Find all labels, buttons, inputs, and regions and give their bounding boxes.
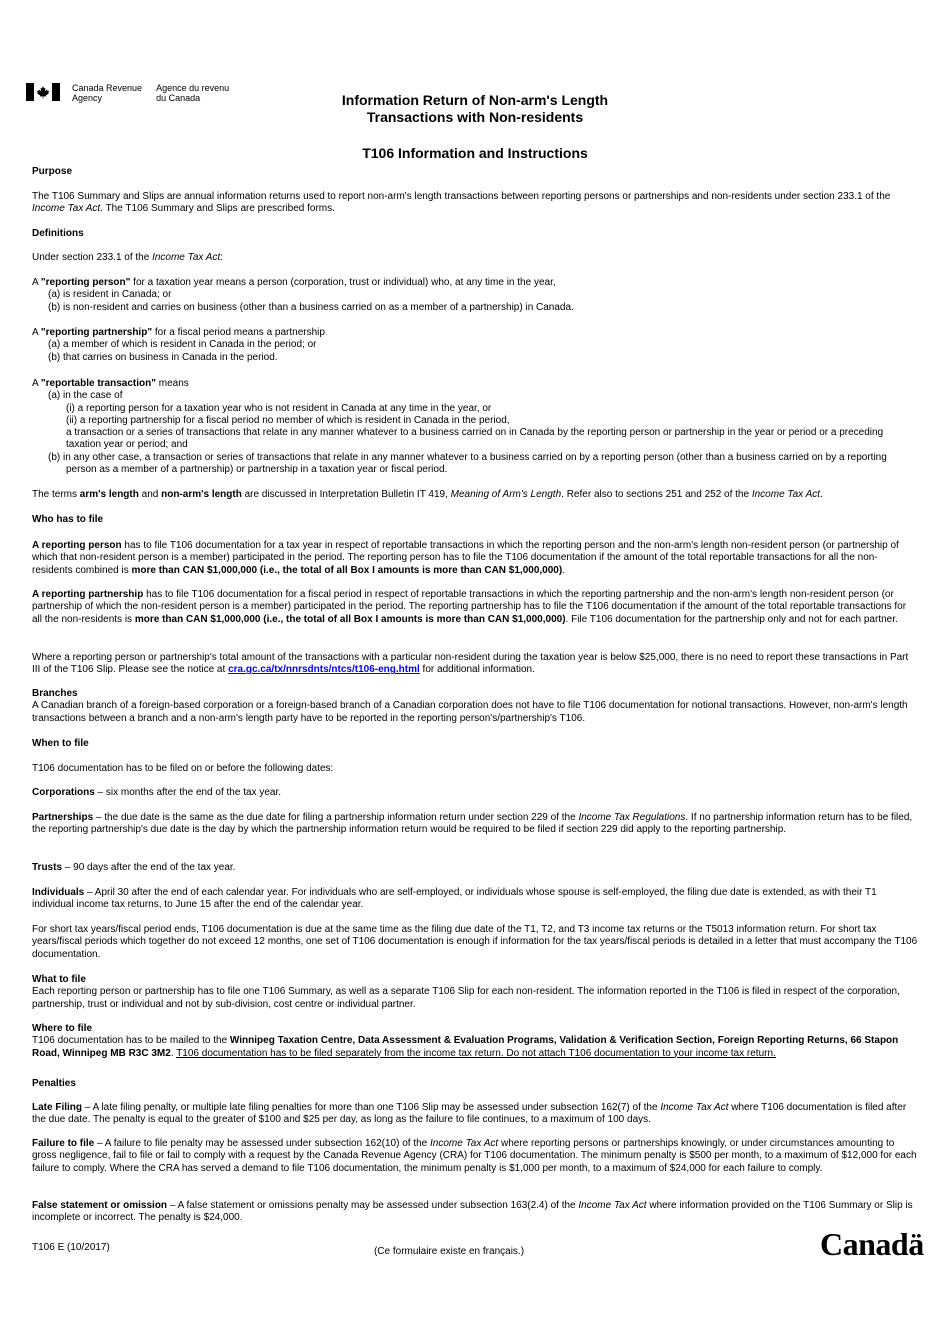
definitions-intro: Under section 233.1 of the Income Tax Act:	[32, 252, 224, 263]
who-reporting-person: A reporting person has to file T106 documentation for a tax year in respect of reportable transactions in which the reporting person and the non-arm's length non-resident person (or partnership of which that non-resident person is a member) participated in the period. The reporting person has to file the T106 documentation if the amount of the total reportable transactions for all the non-residents combined is more than CAN $1,000,000 (i.e., the total of all Box I amounts is more than CAN $1,000,000).	[32, 540, 899, 576]
definition-reportable-transaction: A "reportable transaction" means (a) in the case of (i) a reporting person for a taxation year who is not resident in Canada at any time in the year, or (ii) a reporting partnership for a fiscal period no member of which is resident in Canada in the period, a transaction or a series of transactions that relate in any manner whatever to a business carried on in Canada by the reporting person or partnership in the year or period or a preceding taxation year or period; and (b) in any other case, a transaction or series of transactions that relate in any manner whatever to a business carried on by a reporting person (other than a business carried on by a reporting person as a member of a partnership) or partnership in a taxation year or fiscal period.	[32, 378, 887, 476]
where-to-file-text: T106 documentation has to be mailed to the Winnipeg Taxation Centre, Data Assessment & Evaluation Programs, Validation & Verification Section, Foreign Reporting Returns, 66 Stapon Road, Winnipeg MB R3C 3M2. T106 documentation has to be filed separately from the income tax return. Do not attach T106 documentation to your income tax return.	[32, 1035, 899, 1059]
definition-reporting-person: A "reporting person" for a taxation year means a person (corporation, trust or individual) who, at any time in the year, (a) is resident in Canada; or (b) is non-resident and carries on business (other than a business carried on as a member of a partnership) in Canada.	[32, 277, 574, 313]
who-reporting-partnership: A reporting partnership has to file T106 documentation for a fiscal period in respect of reportable transactions in which the reporting partnership and the non-arm's length non-resident person (or partnership of which the non-resident person is a member) participated in the period. The reporting partnership has to file the T106 documentation if the amount of the total reportable transactions for all the non-residents is more than CAN $1,000,000 (i.e., the total of all Box I amounts is more than CAN $1,000,000). File T106 documentation for the partnership only and not for each partner.	[32, 589, 907, 625]
penalty-late-filing: Late Filing – A late filing penalty, or multiple late filing penalties for more than one T106 Slip may be assessed under subsection 162(7) of the Income Tax Act where T106 documentation is filed after the due date. The penalty is equal to the greater of $100 and $25 per day, as long as the failure to file continues, to a maximum of 100 days.	[32, 1102, 907, 1126]
what-to-file-heading: What to file	[32, 974, 86, 985]
when-to-file-heading: When to file	[32, 738, 89, 749]
what-to-file-section	[32, 974, 918, 1011]
form-code: T106 E (10/2017)	[32, 1242, 110, 1253]
t106-notice-link[interactable]: cra.gc.ca/tx/nnrsdnts/ntcs/t106-eng.html	[228, 664, 420, 676]
branches-text: A Canadian branch of a foreign-based corporation or a foreign-based branch of a Canadian corporation does not have to file T106 documentation for notional transactions. However, non-arm's length transactions between a branch and a non-arm's length party have to be reported in the reporting person's/partnership's T106.	[32, 700, 908, 724]
where-to-file-heading: Where to file	[32, 1023, 93, 1034]
purpose-section	[32, 166, 918, 178]
form-subtitle: T106 Information and Instructions	[362, 145, 588, 161]
branches-section	[32, 688, 918, 725]
when-individuals: Individuals – April 30 after the end of each calendar year. For individuals who are self-employed, or individuals whose spouse is self-employed, the filing due date is extended, as with their T1 individual income tax returns, to June 15 after the end of the calendar year.	[32, 887, 877, 911]
who-threshold-note: Where a reporting person or partnership's total amount of the transactions with a particular non-resident during the taxation year is below $25,000, there is no need to report these transactions in Part III of the T106 Slip. Please see the notice at cra.gc.ca/tx/nnrsdnts/ntcs/t106-eng.html for additional information.	[32, 652, 909, 676]
where-to-file-section	[32, 1023, 918, 1060]
form-title: Information Return of Non-arm's Length Transactions with Non-residents	[341, 92, 609, 125]
branches-heading: Branches	[32, 688, 78, 699]
penalty-false-statement: False statement or omission – A false statement or omissions penalty may be assessed under subsection 163(2.4) of the Income Tax Act where information provided on the T106 Summary or Slip is incomplete or incorrect. The penalty is $24,000.	[32, 1200, 913, 1224]
purpose-text: The T106 Summary and Slips are annual information returns used to report non-arm's length transactions between reporting persons or partnerships and non-residents under section 233.1 of the Income Tax Act. The T106 Summary and Slips are prescribed forms.	[32, 191, 891, 215]
agency-name-english: Canada Revenue Agency	[72, 83, 143, 103]
purpose-heading: Purpose	[32, 166, 73, 177]
definitions-heading: Definitions	[32, 228, 84, 239]
french-availability-note: (Ce formulaire existe en français.)	[373, 1246, 525, 1257]
canada-wordmark-logo: Canadä	[820, 1226, 924, 1262]
agency-name-french: Agence du revenu du Canada	[156, 83, 230, 103]
penalty-failure-to-file: Failure to file – A failure to file penalty may be assessed under subsection 162(10) of the Income Tax Act where reporting persons or partnerships knowingly, or under circumstances amounting to gross negligence, fail to file or fail to comply with a request by the Canada Revenue Agency (CRA) for T106 documentation. The minimum penalty is $500 per month, to a maximum of $12,000 for each failure to comply. Where the CRA has served a demand to file T106 documentation, the minimum penalty is $1,000 per month, to a maximum of $24,000 for each failure to comply.	[32, 1138, 917, 1174]
what-to-file-text: Each reporting person or partnership has to file one T106 Summary, as well as a separate T106 Slip for each non-resident. The information reported in the T106 is filed in respect of the corporation, partnership, trust or individual and not by sub-division, cost centre or individual partner.	[32, 986, 900, 1010]
who-has-to-file-heading: Who has to file	[32, 514, 104, 525]
penalties-heading: Penalties	[32, 1078, 76, 1089]
when-corporations: Corporations – six months after the end of the tax year.	[32, 787, 281, 798]
when-partnerships: Partnerships – the due date is the same as the due date for filing a partnership information return under section 229 of the Income Tax Regulations. If no partnership information return has to be filed, the reporting partnership's due date is the day by which the partnership information return would be required to be filed if section 229 did apply to the reporting partnership.	[32, 812, 913, 836]
arms-length-terms: The terms arm's length and non-arm's length are discussed in Interpretation Bulletin IT 419, Meaning of Arm's Length. Refer also to sections 251 and 252 of the Income Tax Act.	[32, 489, 823, 500]
when-short-years: For short tax years/fiscal period ends, T106 documentation is due at the same time as the filing due date of the T1, T2, and T3 income tax returns or the T5013 information return. For short tax years/fiscal periods which together do not exceed 12 months, one set of T106 documentation is enough if information for the tax years/fiscal periods is detailed in a letter that must accompany the T106 documentation.	[32, 924, 918, 960]
when-trusts: Trusts – 90 days after the end of the tax year.	[32, 862, 236, 873]
definition-reporting-partnership: A "reporting partnership" for a fiscal period means a partnership (a) a member of which is resident in Canada in the period; or (b) that carries on business in Canada in the period.	[32, 327, 325, 363]
when-intro: T106 documentation has to be filed on or before the following dates:	[32, 763, 334, 774]
